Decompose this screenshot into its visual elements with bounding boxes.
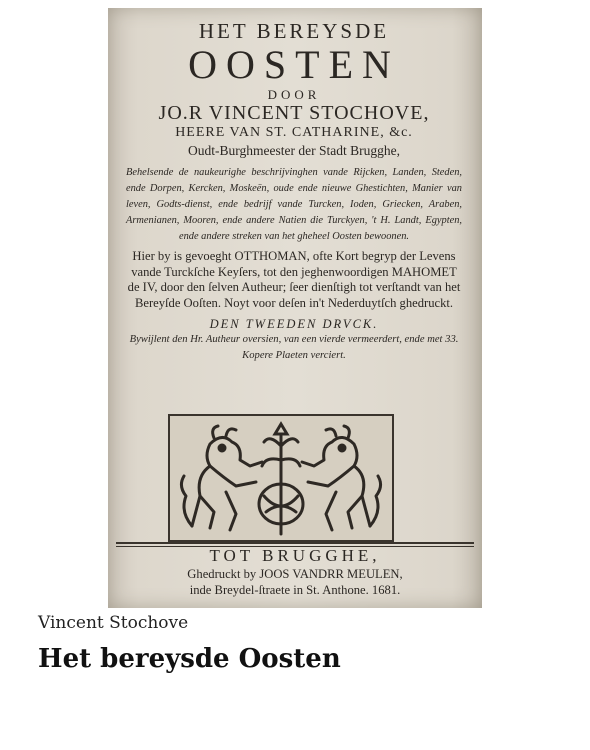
book-author-link[interactable]: Vincent Stochove <box>38 613 189 633</box>
cover-extra: Hier by is gevoeght OTTHOMAN, ofte Kort begryp der Levens vande Turckſche Keyſers, tot den jeghenwoordigen MAHOMET de IV, door den ſelven Autheur; ſeer dienſtigh tot verſtandt van het Bereyſde Ooſten. Noyt voor deſen in't Nederduytſch ghedruckt. <box>127 249 461 310</box>
cover-author: JO.R VINCENT STOCHOVE, <box>158 102 430 124</box>
imprint-printer: Ghedruckt by JOOS VANDRR MEULEN, <box>187 567 403 581</box>
imprint-city: TOT BRUGGHE, <box>209 546 381 565</box>
printer-emblem-woodcut <box>168 414 394 542</box>
cover-note: Bywijlent den Hr. Autheur oversien, van een vierde vermeerdert, ende met 33. Kopere Plaeten verciert. <box>129 334 459 361</box>
cover-door: DOOR <box>267 87 321 102</box>
imprint-address: inde Breydel-ſtraete in St. Anthone. 1681. <box>189 583 401 597</box>
imprint <box>108 546 482 598</box>
cover-edition: DEN TWEEDEN DRVCK. <box>209 317 379 331</box>
book-title-link[interactable]: Het bereysde Oosten <box>38 644 341 674</box>
cover-heere: HEERE VAN ST. CATHARINE, &c. <box>175 125 413 140</box>
cover-description: Behelsende de naukeurighe beschrijvinghen vande Rijcken, Landen, Steden, ende Dorpen, Kercken, Moskeën, oude ende nieuwe Ghestichten, Manier van leven, Godts-dienst, ende bedrijf vande Turcken, Ioden, Griecken, Araben, Armenianen, Mooren, ende andere Natien die Turckyen, 't H. Landt, Egypten, ende andere streken van het gheheel Oosten bewoonen. <box>126 167 462 242</box>
cover-title-line-2: OOSTEN <box>188 42 400 87</box>
cover-title-line-1: HET BEREYSDE <box>198 19 390 43</box>
book-cover-image[interactable] <box>108 8 482 608</box>
lions-emblem-icon <box>170 416 392 540</box>
cover-burgomaster: Oudt-Burghmeester der Stadt Brugghe, <box>188 143 400 158</box>
divider-rule <box>116 542 474 544</box>
